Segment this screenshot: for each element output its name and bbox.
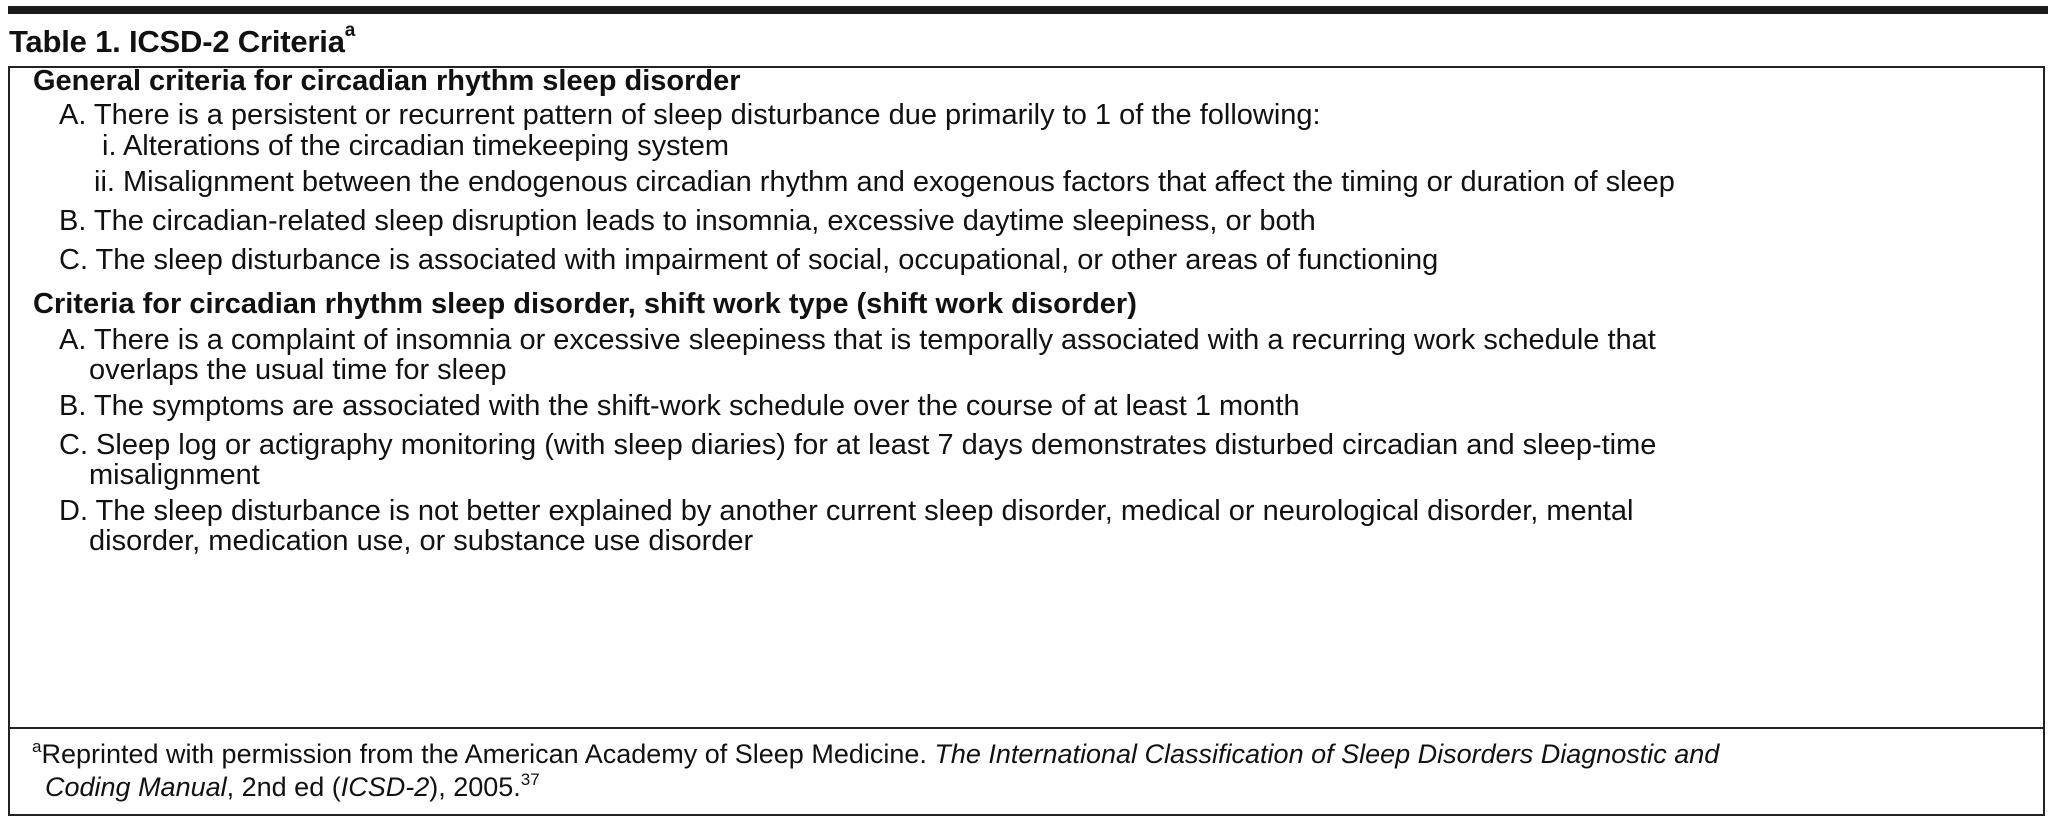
footnote-text-3: ), 2005. xyxy=(429,772,521,802)
top-rule xyxy=(8,6,2048,14)
footnote-reference: 37 xyxy=(520,770,540,789)
general-criterion-c: C. The sleep disturbance is associated with impairment of social, occupational, or other areas of functioning xyxy=(59,244,1439,276)
general-criterion-a-ii: ii. Misalignment between the endogenous circadian rhythm and exogenous factors that affect the timing or duration of sleep xyxy=(94,166,1675,198)
footnote-italic-1: The International Classification of Sleep Disorders Diagnostic and xyxy=(934,739,1720,769)
footnote-divider xyxy=(10,727,2043,729)
footnote-italic-2: Coding Manual xyxy=(45,772,227,802)
table-title-text: Table 1. ICSD-2 Criteria xyxy=(9,24,345,59)
footnote-line-2 xyxy=(45,770,540,802)
general-criteria-heading: General criteria for circadian rhythm sleep disorder xyxy=(33,65,741,97)
footnote-text-1: Reprinted with permission from the American Academy of Sleep Medicine. xyxy=(41,739,935,769)
criteria-table-box xyxy=(8,66,2045,816)
shift-criterion-a-cont: overlaps the usual time for sleep xyxy=(89,354,507,386)
shift-criterion-d: D. The sleep disturbance is not better explained by another current sleep disorder, medical or neurological disorder, mental xyxy=(59,495,1634,527)
shift-criterion-d-cont: disorder, medication use, or substance use disorder xyxy=(89,525,754,557)
shift-criterion-c: C. Sleep log or actigraphy monitoring (with sleep diaries) for at least 7 days demonstrates disturbed circadian and sleep-time xyxy=(59,429,1657,461)
general-criterion-b: B. The circadian-related sleep disruption leads to insomnia, excessive daytime sleepiness, or both xyxy=(59,205,1316,237)
footnote-italic-3: ICSD-2 xyxy=(340,772,430,802)
general-criterion-a: A. There is a persistent or recurrent pattern of sleep disturbance due primarily to 1 of the following: xyxy=(59,99,1321,131)
shift-criterion-c-cont: misalignment xyxy=(89,459,260,491)
shift-work-criteria-heading: Criteria for circadian rhythm sleep disorder, shift work type (shift work disorder) xyxy=(33,288,1137,320)
general-criterion-a-i: i. Alterations of the circadian timekeeping system xyxy=(102,130,730,162)
table-title xyxy=(9,20,356,60)
footnote-marker: a xyxy=(32,737,42,756)
footnote-text-2: , 2nd ed ( xyxy=(226,772,341,802)
shift-criterion-b: B. The symptoms are associated with the shift-work schedule over the course of at least 1 month xyxy=(59,390,1300,422)
table-title-footnote-marker: a xyxy=(344,20,356,41)
footnote-line-1 xyxy=(32,737,1720,769)
shift-criterion-a: A. There is a complaint of insomnia or excessive sleepiness that is temporally associated with a recurring work schedule that xyxy=(59,324,1656,356)
